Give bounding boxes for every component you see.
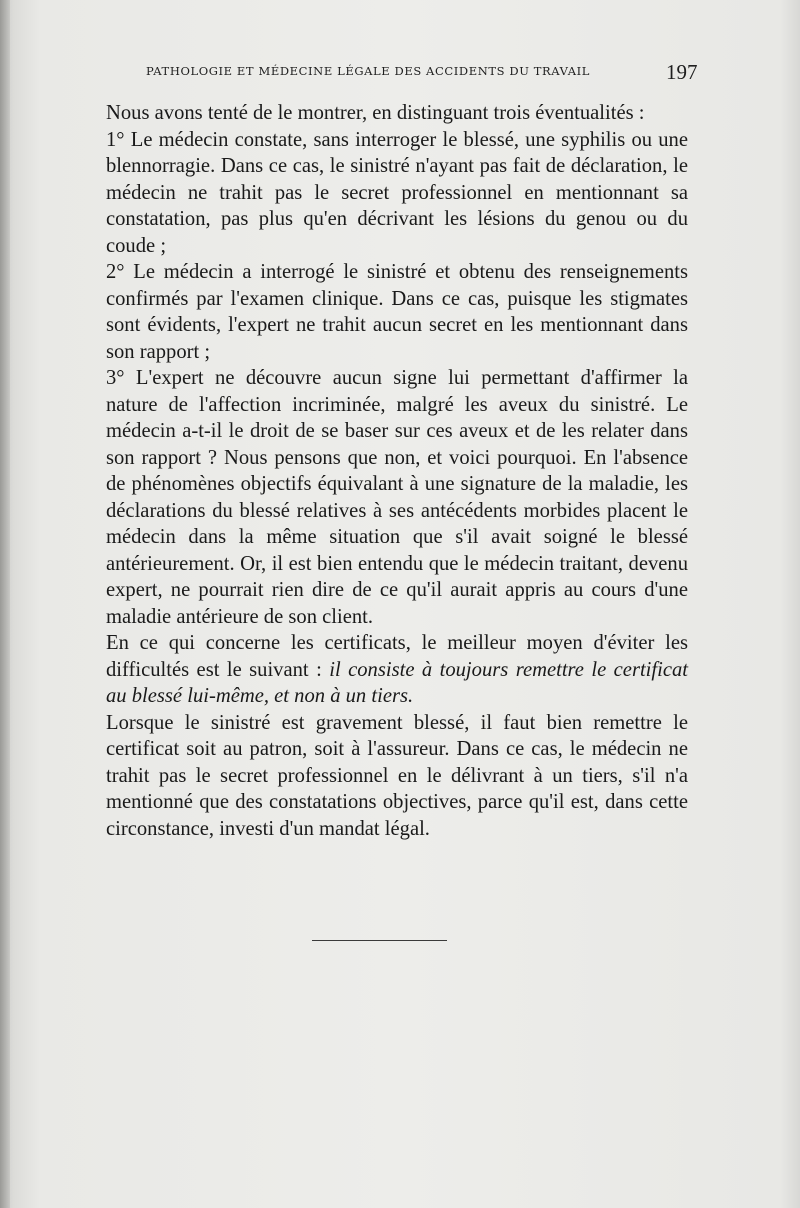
page-number: 197 <box>666 60 698 84</box>
paragraph-conclusion: Lorsque le sinistré est gravement blessé, il faut bien remettre le certificat soit au patron, soit à l'assureur. Dans ce cas, le médecin ne trahit pas le secret professionnel en le délivrant à un tiers, s'il n'a mentionné que des constatations objectives, parce qu'il est, dans cette circonstance, investi d'un mandat légal. <box>106 711 688 840</box>
paragraph-case-1: 1° Le médecin constate, sans interroger le blessé, une syphilis ou une blennorragie. Dans ce cas, le sinistré n'ayant pas fait de déclaration, le médecin ne trahit pas le secret professionnel en mentionnant sa constatation, pas plus qu'en décrivant les lésions du genou ou du coude ; <box>106 128 688 257</box>
certificats-text: En ce qui concerne les certificats, le meilleur moyen d'éviter les difficultés est le suivant : <box>106 632 688 681</box>
certificats-italic: il consiste à toujours remettre le certificat au blessé lui-même, et non à un tiers. <box>106 658 689 707</box>
paragraph-certificats <box>106 630 688 710</box>
paragraph-case-3: 3° L'expert ne découvre aucun signe lui permettant d'affirmer la nature de l'affection incriminée, malgré les aveux du sinistré. Le médecin a-t-il le droit de se baser sur ces aveux et de les relater dans son rapport ? Nous pensons que non, et voici pourquoi. En l'absence de phénomènes objectifs équivalant à une signature de la maladie, les déclarations du blessé relatives à ses antécédents morbides placent le médecin dans la même situation que s'il avait soigné le blessé antérieurement. Or, il est bien entendu que le médecin traitant, devenu expert, ne pourrait rien dire de ce qu'il aurait appris au cours d'une maladie antérieure de son client. <box>106 367 688 628</box>
section-divider <box>312 940 447 941</box>
paragraph-intro: Nous avons tenté de le montrer, en distinguant trois éventualités : <box>106 102 645 124</box>
running-head: PATHOLOGIE ET MÉDECINE LÉGALE DES ACCIDENTS DU TRAVAIL <box>146 64 591 78</box>
body-text <box>106 100 688 842</box>
page-binding-edge <box>0 0 10 1208</box>
paragraph-case-2: 2° Le médecin a interrogé le sinistré et obtenu des renseignements confirmés par l'examen clinique. Dans ce cas, puisque les stigmates sont évidents, l'expert ne trahit aucun secret en les mentionnant dans son rapport ; <box>106 261 688 363</box>
